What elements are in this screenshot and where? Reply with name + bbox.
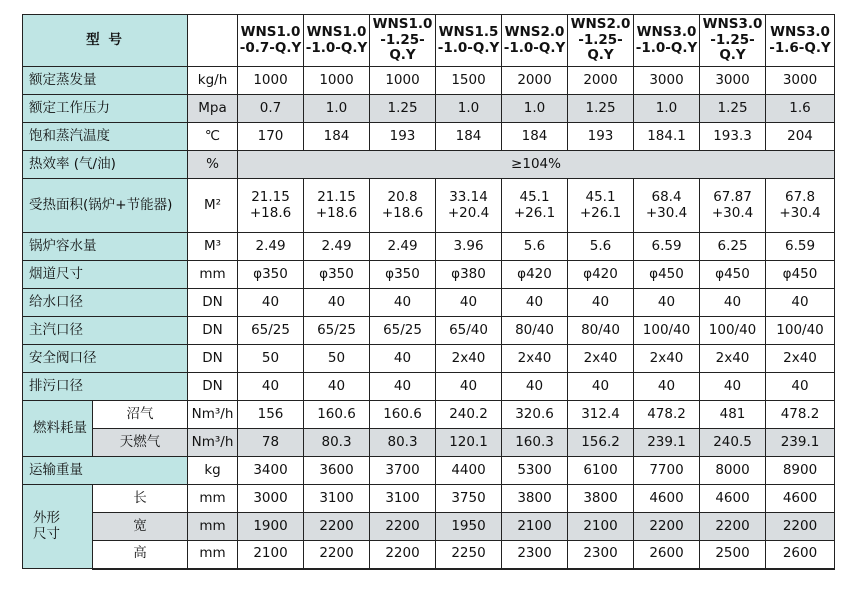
value-cell: 2200: [700, 513, 766, 541]
area-economizer: +30.4: [779, 204, 821, 221]
value-cell: 2x40: [766, 345, 835, 373]
area-economizer: +18.6: [249, 204, 292, 221]
model-header: [568, 15, 634, 67]
value-cell: 2.49: [238, 233, 304, 261]
value-cell: 40: [568, 289, 634, 317]
value-cell: 40: [436, 373, 502, 401]
model-line2: -1.25-Q.Y: [710, 31, 755, 64]
model-line1: WNS1.0: [240, 23, 301, 40]
table-row-weight: [23, 457, 835, 485]
value-cell: 2.49: [304, 233, 370, 261]
model-line1: WNS3.0: [636, 23, 697, 40]
value-cell: 65/25: [304, 317, 370, 345]
value-cell: 3100: [304, 485, 370, 513]
value-cell: 2500: [700, 541, 766, 569]
value-cell: 2200: [370, 541, 436, 569]
value-cell: 184: [436, 123, 502, 151]
table-row-steam_temp: [23, 123, 835, 151]
area-economizer: +26.1: [579, 204, 622, 221]
row-unit-flue: mm: [188, 261, 238, 289]
value-cell: 1950: [436, 513, 502, 541]
value-cell: φ350: [370, 261, 436, 289]
value-cell: 40: [304, 373, 370, 401]
value-cell: 80.3: [370, 429, 436, 457]
value-cell: 193: [568, 123, 634, 151]
area-boiler: 21.15: [251, 188, 290, 205]
value-cell: 2200: [766, 513, 835, 541]
sub-label-length: 长: [93, 485, 188, 513]
area-boiler: 20.8: [387, 188, 418, 205]
value-cell: [700, 179, 766, 233]
value-cell: 65/25: [238, 317, 304, 345]
value-cell: 160.6: [370, 401, 436, 429]
row-label-safety_valve: 安全阀口径: [23, 345, 188, 373]
model-header-cell: 型 号: [23, 15, 188, 67]
value-cell: 78: [238, 429, 304, 457]
value-cell: 40: [370, 373, 436, 401]
boiler-spec-table: [22, 14, 835, 570]
area-economizer: +20.4: [447, 204, 490, 221]
model-line1: WNS3.0: [702, 15, 763, 32]
value-cell: 3750: [436, 485, 502, 513]
value-cell: 4600: [700, 485, 766, 513]
area-boiler: 45.1: [519, 188, 550, 205]
value-cell: 40: [766, 373, 835, 401]
model-line1: WNS1.5: [438, 23, 499, 40]
value-cell: 1.0: [304, 95, 370, 123]
value-cell: [436, 179, 502, 233]
value-cell: 1.6: [766, 95, 835, 123]
value-cell: φ450: [766, 261, 835, 289]
sub-label-height: 高: [93, 541, 188, 569]
value-cell: 1000: [370, 67, 436, 95]
row-label-efficiency: 热效率 (气/油): [23, 151, 188, 179]
value-cell: 40: [502, 373, 568, 401]
row-unit-weight: kg: [188, 457, 238, 485]
value-cell: 156.2: [568, 429, 634, 457]
table-row-evaporation: [23, 67, 835, 95]
value-cell: 40: [370, 289, 436, 317]
value-cell: 3100: [370, 485, 436, 513]
value-cell: 2x40: [634, 345, 700, 373]
value-cell: 5.6: [568, 233, 634, 261]
value-cell: 1000: [304, 67, 370, 95]
row-unit-biogas: Nm³/h: [188, 401, 238, 429]
value-cell: 100/40: [766, 317, 835, 345]
value-cell: 1000: [238, 67, 304, 95]
value-cell: φ350: [238, 261, 304, 289]
area-economizer: +18.6: [315, 204, 358, 221]
value-cell: 6.59: [634, 233, 700, 261]
value-cell: 1.0: [502, 95, 568, 123]
area-boiler: 68.4: [651, 188, 682, 205]
value-cell: 2300: [502, 541, 568, 569]
value-cell: 4400: [436, 457, 502, 485]
value-cell: 40: [370, 345, 436, 373]
value-cell: 3000: [766, 67, 835, 95]
sub-label-biogas: 沼气: [93, 401, 188, 429]
value-cell: φ380: [436, 261, 502, 289]
table-row-efficiency: [23, 151, 835, 179]
value-cell: 3.96: [436, 233, 502, 261]
table-row-heating_area: [23, 179, 835, 233]
model-header: [766, 15, 835, 67]
row-label-steam_temp: 饱和蒸汽温度: [23, 123, 188, 151]
value-cell: 184: [304, 123, 370, 151]
row-unit-water_capacity: M³: [188, 233, 238, 261]
value-cell: 2300: [568, 541, 634, 569]
value-cell: 1.0: [634, 95, 700, 123]
value-cell: 204: [766, 123, 835, 151]
row-unit-heating_area: M²: [188, 179, 238, 233]
table-row-fuel-biogas: [23, 401, 835, 429]
value-cell: 240.2: [436, 401, 502, 429]
value-cell: 3700: [370, 457, 436, 485]
value-cell: 320.6: [502, 401, 568, 429]
value-cell: 65/25: [370, 317, 436, 345]
value-cell: 80.3: [304, 429, 370, 457]
value-cell: 193.3: [700, 123, 766, 151]
row-label-heating_area: 受热面积(锅炉+节能器): [23, 179, 188, 233]
model-line1: WNS2.0: [504, 23, 565, 40]
value-cell: 40: [700, 373, 766, 401]
row-label-dimensions: [23, 485, 93, 569]
value-cell: 160.3: [502, 429, 568, 457]
sub-label-natural-gas: 天燃气: [93, 429, 188, 457]
value-cell: 2000: [568, 67, 634, 95]
row-unit-length: mm: [188, 485, 238, 513]
value-cell: [238, 179, 304, 233]
value-cell: 2100: [502, 513, 568, 541]
value-cell: 5.6: [502, 233, 568, 261]
area-boiler: 21.15: [317, 188, 356, 205]
row-unit-main_steam: DN: [188, 317, 238, 345]
value-cell: 481: [700, 401, 766, 429]
value-cell: 312.4: [568, 401, 634, 429]
value-cell: 2600: [634, 541, 700, 569]
value-cell: 40: [502, 289, 568, 317]
row-label-fuel: 燃料耗量: [23, 401, 93, 457]
table-row-blowdown: [23, 373, 835, 401]
value-cell: φ350: [304, 261, 370, 289]
model-line1: WNS1.0: [306, 23, 367, 40]
value-cell: 1.25: [370, 95, 436, 123]
value-cell: 6.59: [766, 233, 835, 261]
row-unit-natural-gas: Nm³/h: [188, 429, 238, 457]
value-cell: 2x40: [700, 345, 766, 373]
model-line2: -1.25-Q.Y: [380, 31, 425, 64]
value-cell: 240.5: [700, 429, 766, 457]
value-cell: [634, 179, 700, 233]
area-boiler: 67.87: [713, 188, 752, 205]
value-cell: 6.25: [700, 233, 766, 261]
value-cell: 8900: [766, 457, 835, 485]
table-row-pressure: [23, 95, 835, 123]
value-cell: 3000: [700, 67, 766, 95]
model-line2: -0.7-Q.Y: [239, 39, 302, 56]
value-cell: 1500: [436, 67, 502, 95]
row-label-pressure: 额定工作压力: [23, 95, 188, 123]
value-cell: φ450: [634, 261, 700, 289]
row-unit-safety_valve: DN: [188, 345, 238, 373]
dimensions-label-line1: 外形: [33, 509, 60, 526]
row-unit-pressure: Mpa: [188, 95, 238, 123]
value-cell: 40: [634, 373, 700, 401]
value-cell: 184.1: [634, 123, 700, 151]
row-unit-steam_temp: ℃: [188, 123, 238, 151]
row-label-blowdown: 排污口径: [23, 373, 188, 401]
value-cell: 120.1: [436, 429, 502, 457]
row-unit-width: mm: [188, 513, 238, 541]
value-cell: 478.2: [634, 401, 700, 429]
value-cell: 80/40: [568, 317, 634, 345]
row-unit-evaporation: kg/h: [188, 67, 238, 95]
model-header: [370, 15, 436, 67]
table-row-flue: [23, 261, 835, 289]
value-cell: 2x40: [436, 345, 502, 373]
value-cell: 170: [238, 123, 304, 151]
area-economizer: +18.6: [381, 204, 424, 221]
row-label-flue: 烟道尺寸: [23, 261, 188, 289]
value-cell: φ450: [700, 261, 766, 289]
value-cell: 80/40: [502, 317, 568, 345]
value-cell: 184: [502, 123, 568, 151]
model-line2: -1.0-Q.Y: [503, 39, 566, 56]
value-cell: 1.0: [436, 95, 502, 123]
value-cell: 4600: [766, 485, 835, 513]
value-cell: 2x40: [502, 345, 568, 373]
value-cell: 7700: [634, 457, 700, 485]
value-cell: 40: [304, 289, 370, 317]
value-cell: 2600: [766, 541, 835, 569]
model-line2: -1.25-Q.Y: [578, 31, 623, 64]
value-cell: [568, 179, 634, 233]
model-header: [304, 15, 370, 67]
area-economizer: +26.1: [513, 204, 556, 221]
area-economizer: +30.4: [645, 204, 688, 221]
value-cell: 3000: [238, 485, 304, 513]
value-cell: 160.6: [304, 401, 370, 429]
value-cell: 40: [700, 289, 766, 317]
area-boiler: 45.1: [585, 188, 616, 205]
value-cell: [502, 179, 568, 233]
model-line1: WNS2.0: [570, 15, 631, 32]
value-cell: 2200: [304, 513, 370, 541]
value-cell: 40: [568, 373, 634, 401]
value-cell: 50: [238, 345, 304, 373]
row-label-evaporation: 额定蒸发量: [23, 67, 188, 95]
table-row-fuel-natural-gas: [23, 429, 835, 457]
model-header: [502, 15, 568, 67]
value-cell: [370, 179, 436, 233]
value-cell: 1.25: [568, 95, 634, 123]
value-cell: 239.1: [766, 429, 835, 457]
value-cell: [304, 179, 370, 233]
value-cell: 40: [238, 373, 304, 401]
value-cell: 1900: [238, 513, 304, 541]
dimensions-label-line2: 尺寸: [33, 525, 60, 542]
model-line2: -1.0-Q.Y: [305, 39, 368, 56]
value-cell: 2200: [304, 541, 370, 569]
value-cell: 3400: [238, 457, 304, 485]
value-cell: 3800: [568, 485, 634, 513]
model-line2: -1.0-Q.Y: [437, 39, 500, 56]
value-cell: 2200: [634, 513, 700, 541]
row-unit-efficiency: %: [188, 151, 238, 179]
table-row-dimension-height: [23, 541, 835, 569]
row-label-weight: 运输重量: [23, 457, 188, 485]
value-cell: 6100: [568, 457, 634, 485]
efficiency-value: ≥104%: [238, 151, 835, 179]
value-cell: [766, 179, 835, 233]
row-unit-feedwater: DN: [188, 289, 238, 317]
model-header: [634, 15, 700, 67]
model-line2: -1.6-Q.Y: [769, 39, 831, 56]
model-header: [436, 15, 502, 67]
value-cell: 2100: [238, 541, 304, 569]
value-cell: 478.2: [766, 401, 835, 429]
value-cell: 3600: [304, 457, 370, 485]
table-row-feedwater: [23, 289, 835, 317]
row-label-feedwater: 给水口径: [23, 289, 188, 317]
value-cell: 239.1: [634, 429, 700, 457]
value-cell: 100/40: [634, 317, 700, 345]
value-cell: 0.7: [238, 95, 304, 123]
value-cell: 3800: [502, 485, 568, 513]
value-cell: 40: [238, 289, 304, 317]
table-row-dimension-width: [23, 513, 835, 541]
value-cell: 2x40: [568, 345, 634, 373]
model-header: [238, 15, 304, 67]
value-cell: 40: [634, 289, 700, 317]
model-header: [700, 15, 766, 67]
value-cell: 1.25: [700, 95, 766, 123]
value-cell: 2100: [568, 513, 634, 541]
table-row-safety_valve: [23, 345, 835, 373]
table-row-water_capacity: [23, 233, 835, 261]
value-cell: 50: [304, 345, 370, 373]
value-cell: 156: [238, 401, 304, 429]
value-cell: 2.49: [370, 233, 436, 261]
value-cell: 4600: [634, 485, 700, 513]
area-boiler: 33.14: [449, 188, 488, 205]
table-row-main_steam: [23, 317, 835, 345]
area-boiler: 67.8: [784, 188, 816, 205]
value-cell: 65/40: [436, 317, 502, 345]
value-cell: 8000: [700, 457, 766, 485]
value-cell: 2200: [370, 513, 436, 541]
table-row-dimension-length: [23, 485, 835, 513]
model-line1: WNS1.0: [372, 15, 433, 32]
row-label-water_capacity: 锅炉容水量: [23, 233, 188, 261]
value-cell: φ420: [568, 261, 634, 289]
sub-label-width: 宽: [93, 513, 188, 541]
value-cell: 3000: [634, 67, 700, 95]
model-line1: WNS3.0: [770, 23, 830, 40]
value-cell: 2250: [436, 541, 502, 569]
row-unit-blowdown: DN: [188, 373, 238, 401]
value-cell: 40: [436, 289, 502, 317]
row-unit-height: mm: [188, 541, 238, 569]
row-label-main_steam: 主汽口径: [23, 317, 188, 345]
value-cell: 40: [766, 289, 835, 317]
value-cell: φ420: [502, 261, 568, 289]
header-row: [23, 15, 835, 67]
value-cell: 5300: [502, 457, 568, 485]
value-cell: 2000: [502, 67, 568, 95]
model-line2: -1.0-Q.Y: [635, 39, 698, 56]
value-cell: 193: [370, 123, 436, 151]
unit-header-cell: [188, 15, 238, 67]
area-economizer: +30.4: [711, 204, 754, 221]
value-cell: 100/40: [700, 317, 766, 345]
